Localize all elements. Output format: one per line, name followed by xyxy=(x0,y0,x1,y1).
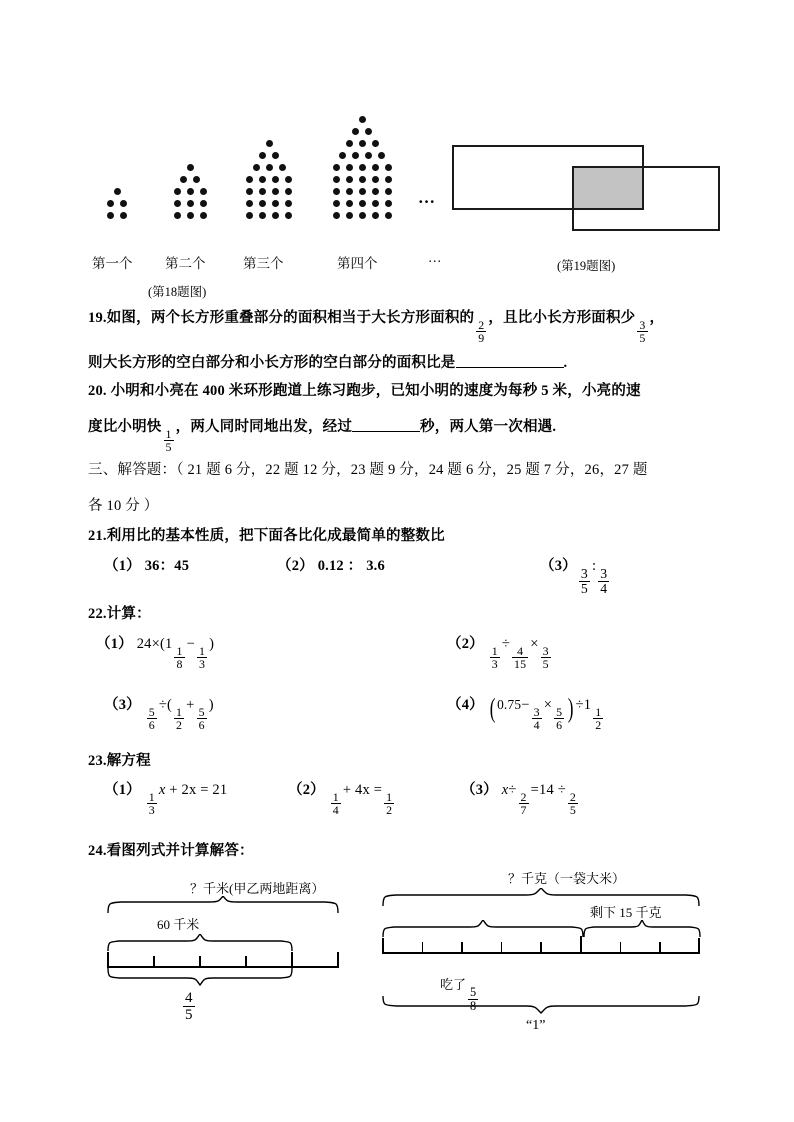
pattern-dot xyxy=(120,212,127,219)
fraction-2-5: $\frac{2}{5}$ xyxy=(569,789,577,818)
pattern-dot xyxy=(272,188,279,195)
question-20-line-1 xyxy=(88,373,728,409)
fraction-1-2-c: $\frac{1}{2}$ xyxy=(386,789,393,818)
pattern-dot xyxy=(333,164,340,171)
pattern-dot xyxy=(372,212,379,219)
pattern-label-3: 第三个 xyxy=(243,256,284,271)
pattern-dot xyxy=(352,152,359,159)
pattern-dot xyxy=(385,164,392,171)
right-bar-tick xyxy=(501,942,503,954)
question-20-text-c: ，两人同时同地出发，经过 xyxy=(175,419,353,435)
pattern-dot xyxy=(378,152,385,159)
pattern-dot xyxy=(193,176,200,183)
fraction-5-8: $\frac{5}{8}$ xyxy=(470,984,477,1014)
pattern-dot xyxy=(272,200,279,207)
right-bar-tick xyxy=(422,942,424,954)
pattern-dot xyxy=(259,212,266,219)
left-bar-tick xyxy=(199,956,201,968)
right-bar-tick xyxy=(461,942,463,954)
left-diagram-top-label: ？千米(甲乙两地距离） xyxy=(190,881,325,896)
q23-1-tail: + 2x = 21 xyxy=(169,782,228,798)
fraction-3-5-ratio-left: $\frac{3}{5}$ xyxy=(580,565,588,597)
left-bar-cap-start xyxy=(107,952,109,968)
pattern-dot xyxy=(346,176,353,183)
q22-3-close-paren: ) xyxy=(208,697,214,713)
right-diagram-bottom-label: “1” xyxy=(526,1018,546,1033)
q22-3-open-paren: ( xyxy=(167,697,173,713)
pattern-dot xyxy=(339,152,346,159)
pattern-dot xyxy=(346,164,353,171)
pattern-dot xyxy=(333,200,340,207)
q22-3-plus: + xyxy=(186,697,195,713)
pattern-dot xyxy=(259,152,266,159)
q23-3-mid: =14 ÷ xyxy=(530,782,566,798)
left-bar-tick xyxy=(245,956,247,968)
pattern-dot xyxy=(259,200,266,207)
pattern-label-4: 第四个 xyxy=(337,256,378,271)
pattern-dot xyxy=(180,176,187,183)
pattern-dot xyxy=(174,200,181,207)
pattern-dot xyxy=(385,188,392,195)
fraction-1-4: $\frac{1}{4}$ xyxy=(332,789,339,818)
q22-4-times: × xyxy=(543,697,553,713)
fraction-1-3-b: $\frac{1}{3}$ xyxy=(491,643,498,672)
pattern-dot xyxy=(200,212,207,219)
section-3-line-1: 三、解答题：（ 21 题 6 分，22 题 12 分，23 题 9 分，24 题 6 分，25 题 7 分，26，27 题 xyxy=(88,462,648,478)
question-20-text-b: 度比小明快 xyxy=(88,419,162,435)
q22-4-div: ÷ xyxy=(575,697,584,713)
figure-24-left-diagram xyxy=(95,878,345,1038)
pattern-dot xyxy=(259,176,266,183)
pattern-dot xyxy=(333,176,340,183)
figure-24-right-diagram xyxy=(378,868,703,1048)
pattern-dot xyxy=(372,176,379,183)
question-19-text-a: 如图，两个长方形重叠部分的面积相当于大长方形面积的 xyxy=(106,310,475,326)
pattern-dot xyxy=(385,212,392,219)
fraction-4-5: $\frac{4}{5}$ xyxy=(185,990,193,1024)
section-3-line-2: 各 10 分 ） xyxy=(88,498,159,514)
overlap-shaded-area xyxy=(572,166,644,210)
question-24-number: 24. xyxy=(88,843,107,859)
fraction-1-5: $\frac{1}{5}$ xyxy=(165,426,172,455)
q22-1-whole-1: 1 xyxy=(165,636,173,652)
pattern-dot xyxy=(385,176,392,183)
question-22-item-1 xyxy=(96,626,214,671)
fraction-3-5-b: $\frac{3}{5}$ xyxy=(542,643,549,672)
q23-3-expression xyxy=(501,782,580,818)
pattern-dot xyxy=(359,188,366,195)
fraction-1-3-c: $\frac{1}{3}$ xyxy=(148,789,155,818)
question-22-item-2 xyxy=(447,626,553,671)
question-23-item-3-label: （3） xyxy=(461,782,498,798)
left-diagram-mid-label: 60 千米 xyxy=(157,917,200,932)
question-20-line-2 xyxy=(88,409,728,454)
question-23-item-1 xyxy=(104,772,227,817)
pattern-dot xyxy=(272,176,279,183)
right-bar-tick xyxy=(540,942,542,954)
left-inner-brace xyxy=(107,934,293,951)
q22-4-whole-1: 1 xyxy=(583,697,592,713)
figure-18-dot-patterns xyxy=(0,0,460,240)
question-22-title-text: 计算： xyxy=(106,606,151,622)
question-20 xyxy=(88,373,728,454)
pattern-dot xyxy=(174,188,181,195)
pattern-dot xyxy=(285,176,292,183)
right-remaining-brace xyxy=(583,920,701,937)
right-bar-cap-end xyxy=(698,938,700,954)
fraction-5-6-b: $\frac{5}{6}$ xyxy=(198,704,205,733)
pattern-dot xyxy=(107,212,114,219)
section-3-header xyxy=(88,452,728,524)
right-bar-cap-start xyxy=(382,938,384,954)
left-bar-cap-end xyxy=(337,952,339,968)
fraction-3-4-ratio-right: $\frac{3}{4}$ xyxy=(600,565,608,597)
right-eaten-brace xyxy=(382,920,584,937)
question-21-title-text: 利用比的基本性质，把下面各比化成最简单的整数比 xyxy=(106,528,445,544)
pattern-dot xyxy=(246,188,253,195)
question-21-item-2-label: （2） xyxy=(277,558,314,574)
right-diagram-remaining-label: 剩下 15 千克 xyxy=(590,905,662,920)
question-21-item-3-label: （3） xyxy=(540,558,577,574)
left-bar-tick xyxy=(153,956,155,968)
right-bottom-brace xyxy=(382,996,700,1014)
pattern-dot xyxy=(346,212,353,219)
pattern-dot xyxy=(346,188,353,195)
fraction-5-6-c: $\frac{5}{6}$ xyxy=(556,704,563,733)
left-bottom-brace xyxy=(107,968,293,986)
question-23-number: 23. xyxy=(88,753,107,769)
question-21-number: 21. xyxy=(88,528,107,544)
question-21-item-3 xyxy=(540,548,611,597)
pattern-dot xyxy=(285,212,292,219)
figure-19-overlapping-rectangles xyxy=(450,138,740,248)
question-21-item-1 xyxy=(104,548,189,584)
pattern-label-2: 第二个 xyxy=(165,256,206,271)
question-20-answer-blank[interactable] xyxy=(352,417,420,433)
pattern-dot xyxy=(359,164,366,171)
pattern-dot xyxy=(385,200,392,207)
pattern-dot xyxy=(187,188,194,195)
question-19-text-b: ，且比小长方形面积少 xyxy=(488,310,636,326)
q22-1-operand-24: 24 xyxy=(136,636,152,652)
pattern-dot xyxy=(333,212,340,219)
question-23-item-2 xyxy=(288,772,396,817)
pattern-dot xyxy=(359,116,366,123)
pattern-dot xyxy=(285,188,292,195)
pattern-dot xyxy=(346,200,353,207)
question-23-item-3 xyxy=(461,772,580,817)
pattern-dot xyxy=(120,200,127,207)
q23-3-div: ÷ xyxy=(508,782,517,798)
pattern-dot xyxy=(253,164,260,171)
pattern-dot xyxy=(200,200,207,207)
q22-3-expression xyxy=(145,697,214,733)
pattern-dot xyxy=(246,176,253,183)
question-21-item-1-label: （1） xyxy=(104,558,141,574)
pattern-dot xyxy=(272,212,279,219)
q23-2-expression xyxy=(329,782,397,818)
q23-2-mid: + 4x = xyxy=(342,782,383,798)
left-diagram-fraction-wrap xyxy=(181,990,197,1023)
fraction-3-4: $\frac{3}{4}$ xyxy=(533,704,540,733)
question-21-item-2 xyxy=(277,548,385,584)
pattern-dot xyxy=(352,128,359,135)
pattern-dot xyxy=(372,140,379,147)
pattern-dot xyxy=(359,200,366,207)
pattern-dot xyxy=(114,188,121,195)
figure-19-caption: (第19题图) xyxy=(557,259,616,273)
question-23-item-1-label: （1） xyxy=(104,782,141,798)
fraction-1-8: $\frac{1}{8}$ xyxy=(176,643,183,672)
pattern-dot xyxy=(200,188,207,195)
fraction-1-2: $\frac{1}{2}$ xyxy=(176,704,183,733)
question-24-title xyxy=(88,833,254,869)
question-22-item-1-label: （1） xyxy=(96,636,133,652)
question-19-answer-blank[interactable] xyxy=(456,353,564,369)
question-19-text-c: ， xyxy=(649,310,665,326)
q23-1-expression xyxy=(145,782,228,818)
left-bar-tick xyxy=(291,952,293,968)
right-diagram-top-label: ？千克（一袋大米） xyxy=(508,871,626,886)
question-19-text-d: 则大长方形的空白部分和小长方形的空白部分的面积比是 xyxy=(88,355,456,372)
figure-18-caption: (第18题图) xyxy=(148,285,207,299)
fraction-5-6: $\frac{5}{6}$ xyxy=(148,704,155,733)
question-23-item-2-label: （2） xyxy=(288,782,325,798)
question-20-number: 20. xyxy=(88,383,107,399)
pattern-dot xyxy=(359,176,366,183)
q22-2-times: × xyxy=(530,636,539,652)
pattern-dot xyxy=(372,164,379,171)
question-19 xyxy=(88,300,728,381)
pattern-dot xyxy=(285,200,292,207)
pattern-dot xyxy=(346,140,353,147)
fraction-1-3: $\frac{1}{3}$ xyxy=(199,643,206,672)
q22-4-operand-075: 0.75 xyxy=(497,697,522,712)
pattern-label-1: 第一个 xyxy=(92,256,133,271)
pattern-dot xyxy=(365,152,372,159)
pattern-dot xyxy=(359,212,366,219)
question-20-text-a: 小明和小亮在 400 米环形跑道上练习跑步，已知小明的速度为每秒 5 米，小亮的速 xyxy=(110,383,641,399)
pattern-dot xyxy=(279,164,286,171)
q23-1-variable-x: x xyxy=(158,782,166,798)
right-bar-tick-boundary xyxy=(580,936,582,954)
pattern-dot xyxy=(187,212,194,219)
question-24-title-text: 看图列式并计算解答： xyxy=(106,843,254,859)
pattern-dot xyxy=(359,140,366,147)
q22-4-close-paren: ) xyxy=(568,691,574,723)
pattern-dot xyxy=(266,140,273,147)
fraction-2-7: $\frac{2}{7}$ xyxy=(520,789,527,818)
question-19-text-e: . xyxy=(563,355,568,372)
question-22-item-4-label: （4） xyxy=(447,697,484,713)
question-19-number: 19. xyxy=(88,310,107,326)
pattern-label-ellipsis: … xyxy=(428,250,442,265)
q22-2-expression xyxy=(488,636,553,672)
q22-2-div: ÷ xyxy=(501,636,510,652)
question-19-line-1 xyxy=(88,300,728,345)
figure-18-ellipsis: … xyxy=(418,188,436,207)
pattern-dot xyxy=(174,212,181,219)
q22-1-open-paren: ( xyxy=(159,636,166,652)
q22-1-expression xyxy=(136,636,215,672)
ratio-colon: : xyxy=(591,558,597,574)
q22-1-times: × xyxy=(151,636,160,652)
fraction-3-5: $\frac{3}{5}$ xyxy=(639,317,646,346)
pattern-dot xyxy=(107,200,114,207)
pattern-dot xyxy=(187,164,194,171)
q22-4-open-paren: ( xyxy=(489,691,496,723)
pattern-dot xyxy=(365,128,372,135)
pattern-dot xyxy=(372,188,379,195)
pattern-dot xyxy=(372,200,379,207)
pattern-dot xyxy=(333,188,340,195)
right-diagram-eaten-label: 吃了 xyxy=(440,977,467,992)
pattern-dot xyxy=(266,164,273,171)
question-22-item-4 xyxy=(447,687,605,732)
question-22-item-3-label: （3） xyxy=(104,697,141,713)
fraction-1-2-b: $\frac{1}{2}$ xyxy=(595,704,602,733)
pattern-dot xyxy=(259,188,266,195)
q23-3-variable-x: x xyxy=(501,782,509,798)
left-outer-brace xyxy=(107,896,339,913)
fraction-4-15: $\frac{4}{15}$ xyxy=(514,643,527,672)
question-22-item-3 xyxy=(104,687,214,732)
q22-3-div: ÷ xyxy=(158,697,167,713)
question-20-text-d: 秒，两人第一次相遇. xyxy=(420,419,557,435)
q22-1-minus: − xyxy=(186,636,195,652)
question-23-title-text: 解方程 xyxy=(106,753,151,769)
q22-4-expression xyxy=(488,691,606,733)
pattern-dot xyxy=(272,152,279,159)
right-bar-tick xyxy=(659,942,661,954)
question-22-number: 22. xyxy=(88,606,107,622)
question-21-item-2-expr: 0.12 ： 3.6 xyxy=(317,558,385,574)
question-21-item-1-expr: 36：45 xyxy=(144,558,190,574)
fraction-2-9: $\frac{2}{9}$ xyxy=(478,317,485,346)
pattern-dot xyxy=(246,212,253,219)
question-22-item-2-label: （2） xyxy=(447,636,484,652)
pattern-dot xyxy=(246,200,253,207)
q22-4-minus: − xyxy=(521,697,530,713)
q22-1-close-paren: ) xyxy=(209,636,215,652)
right-bar-tick xyxy=(620,942,622,954)
pattern-dot xyxy=(187,200,194,207)
